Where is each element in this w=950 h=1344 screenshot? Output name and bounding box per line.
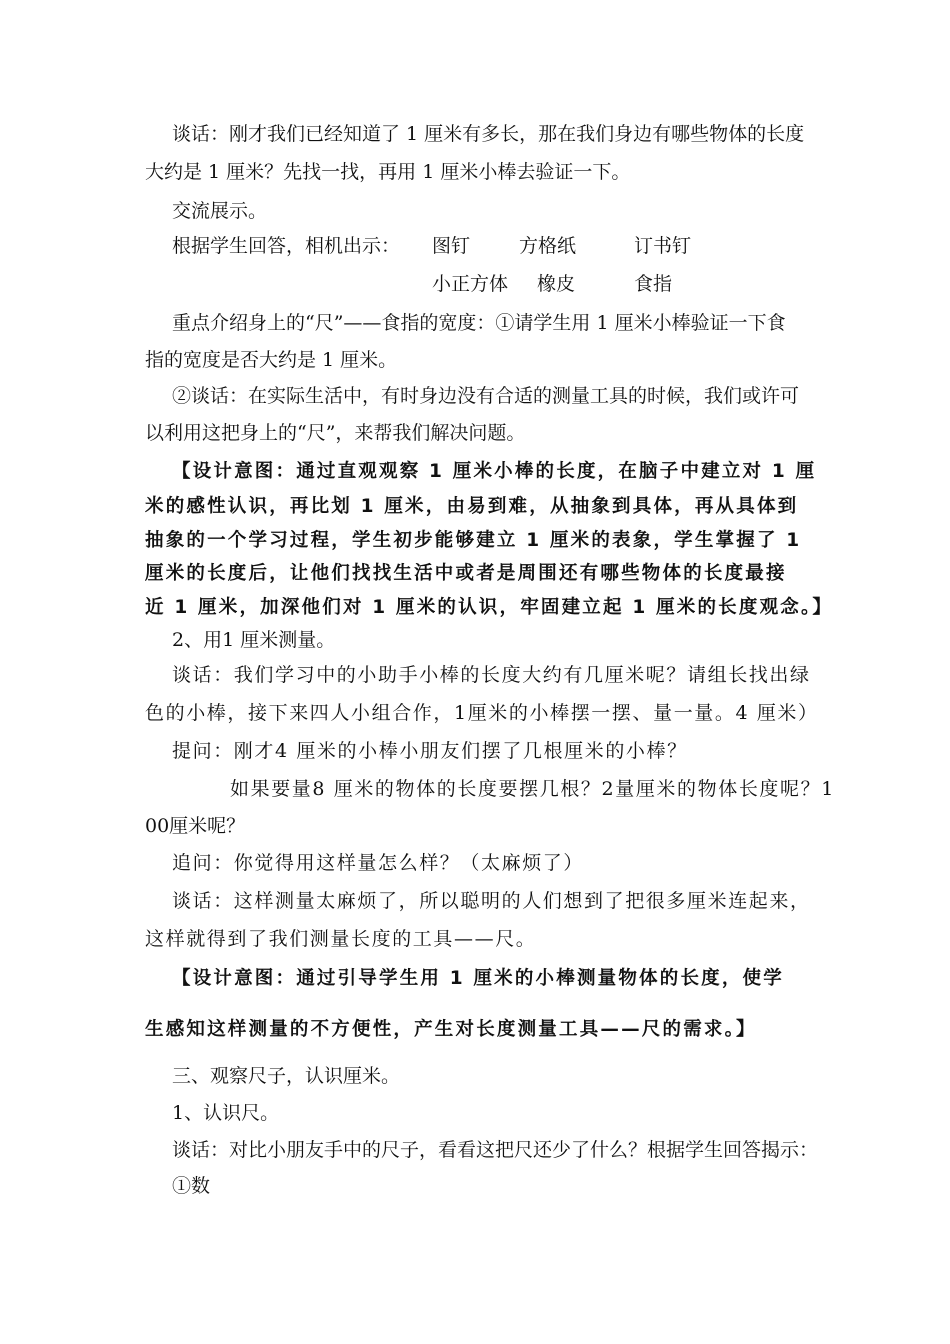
example-item: 方格纸	[519, 235, 577, 257]
example-item: 橡皮	[537, 273, 576, 295]
paragraph-line: 色的小棒，接下来四人小组合作，1厘米的小棒摆一摆、量一量。4 厘米）	[145, 702, 819, 724]
paragraph-line: 指的宽度是否大约是 1 厘米。	[145, 349, 398, 371]
example-item: 食指	[634, 273, 673, 295]
design-intent-line: 【设计意图：通过引导学生用 1 厘米的小棒测量物体的长度，使学	[172, 968, 784, 989]
design-intent-line: 近 1 厘米，加深他们对 1 厘米的认识，牢固建立起 1 厘米的长度观念。】	[145, 597, 834, 618]
paragraph-line: 谈话：这样测量太麻烦了，所以聪明的人们想到了把很多厘米连起来，	[172, 890, 811, 912]
section-heading: 2、用1 厘米测量。	[172, 629, 336, 651]
design-intent-line: 米的感性认识，再比划 1 厘米，由易到难，从抽象到具体，再从具体到	[145, 496, 799, 517]
paragraph-line: 大约是 1 厘米？先找一找，再用 1 厘米小棒去验证一下。	[145, 161, 631, 183]
design-intent-line: 抽象的一个学习过程，学生初步能够建立 1 厘米的表象，学生掌握了 1	[145, 530, 802, 551]
example-item: 图钉	[432, 235, 471, 257]
paragraph-line: 以利用这把身上的“尺”，来帮我们解决问题。	[145, 422, 526, 444]
design-intent-line: 生感知这样测量的不方便性，产生对长度测量工具——尺的需求。】	[145, 1019, 757, 1040]
paragraph-line: 00厘米呢？	[145, 815, 246, 837]
section-heading: 三、观察尺子，认识厘米。	[172, 1065, 401, 1087]
paragraph-line: 根据学生回答，相机出示：	[172, 235, 401, 257]
paragraph-line: 提问：刚才4 厘米的小棒小朋友们摆了几根厘米的小棒？	[172, 740, 688, 762]
paragraph-line: 如果要量8 厘米的物体的长度要摆几根？2量厘米的物体长度呢？1	[230, 778, 835, 800]
paragraph-line: 这样就得到了我们测量长度的工具——尺。	[145, 928, 537, 950]
section-heading: 1、认识尺。	[172, 1102, 280, 1124]
design-intent-line: 厘米的长度后，让他们找找生活中或者是周围还有哪些物体的长度最接	[145, 563, 787, 584]
paragraph-line: ②谈话：在实际生活中，有时身边没有合适的测量工具的时候，我们或许可	[172, 385, 800, 407]
paragraph-line: 谈话：刚才我们已经知道了 1 厘米有多长，那在我们身边有哪些物体的长度	[172, 123, 805, 145]
paragraph-line: ①数	[172, 1175, 211, 1197]
design-intent-line: 【设计意图：通过直观观察 1 厘米小棒的长度，在脑子中建立对 1 厘	[172, 461, 817, 482]
paragraph-line: 交流展示。	[172, 200, 268, 222]
paragraph-line: 重点介绍身上的“尺”——食指的宽度：①请学生用 1 厘米小棒验证一下食	[172, 312, 786, 334]
paragraph-line: 谈话：我们学习中的小助手小棒的长度大约有几厘米呢？请组长找出绿	[172, 664, 811, 686]
paragraph-line: 谈话：对比小朋友手中的尺子，看看这把尺还少了什么？根据学生回答揭示：	[172, 1139, 819, 1161]
example-item: 订书钉	[634, 235, 692, 257]
example-item: 小正方体	[432, 273, 509, 295]
paragraph-line: 追问：你觉得用这样量怎么样？（太麻烦了）	[172, 852, 585, 874]
